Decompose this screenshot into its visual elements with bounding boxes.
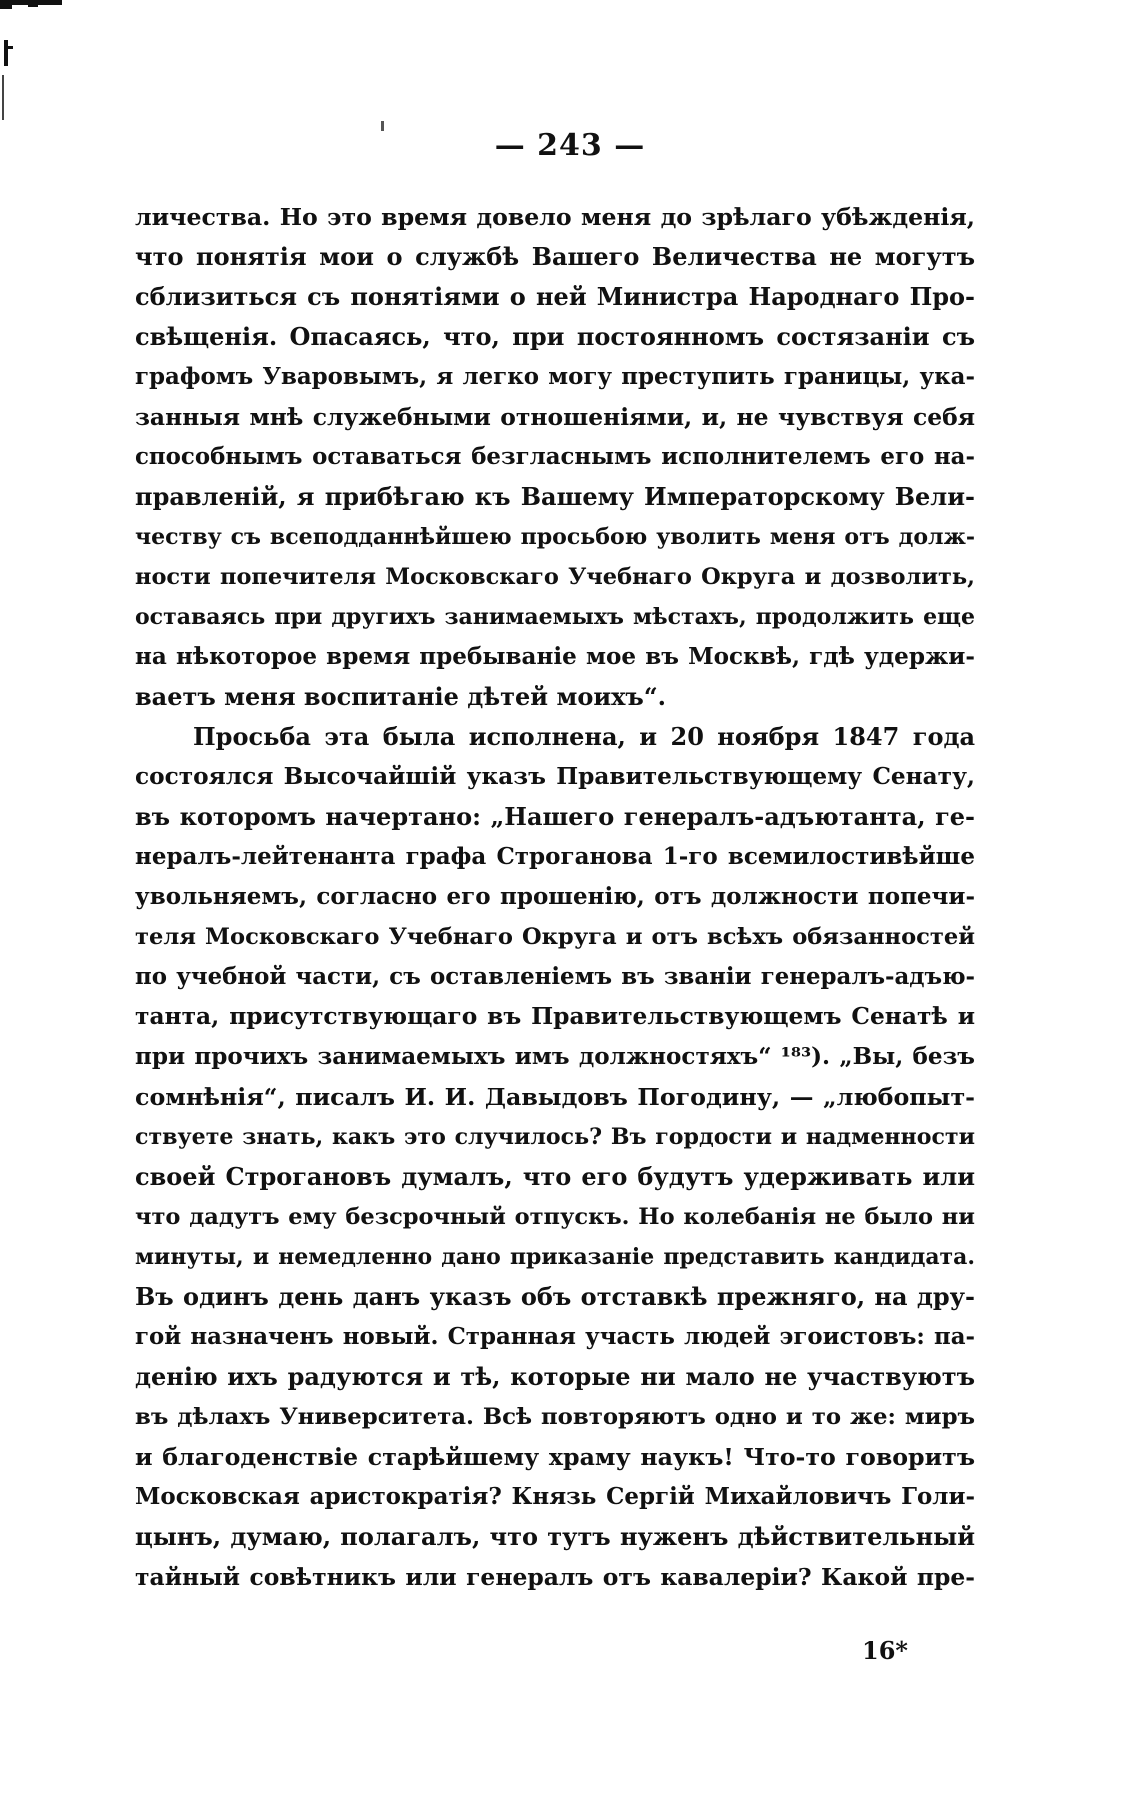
text-line: цынъ, думаю, полагалъ, что тутъ нуженъ дѣйствительный	[135, 1522, 975, 1551]
text-line: личества. Но это время довело меня до зрѣлаго убѣжденія,	[135, 203, 975, 231]
text-line: теля Московскаго Учебнаго Округа и отъ всѣхъ обязанностей	[135, 924, 975, 950]
text-line: что понятія мои о службѣ Вашего Величества не могутъ	[135, 242, 975, 271]
text-line: оставаясь при другихъ занимаемыхъ мѣстахъ, продолжить еще	[135, 604, 975, 630]
text-line: графомъ Уваровымъ, я легко могу преступить границы, ука-	[135, 364, 975, 390]
text-line: сблизиться съ понятіями о ней Министра Народнаго Про-	[135, 282, 975, 311]
text-line: тайный совѣтникъ или генералъ отъ кавалеріи? Какой пре-	[135, 1563, 975, 1591]
signature-mark: 16*	[862, 1636, 908, 1665]
text-line: увольняемъ, согласно его прошенію, отъ должности попечи-	[135, 883, 975, 910]
text-line: ности попечителя Московскаго Учебнаго Округа и дозволить,	[135, 564, 975, 590]
text-line: на нѣкоторое время пребываніе мое въ Москвѣ, гдѣ удержи-	[135, 643, 975, 670]
text-line: по учебной части, съ оставленіемъ въ званіи генералъ-адъю-	[135, 964, 975, 990]
text-line: правленій, я прибѣгаю къ Вашему Императорскому Вели-	[135, 482, 975, 511]
text-line: Московская аристократія? Князь Сергій Михайловичъ Голи-	[135, 1483, 975, 1510]
text-line: нералъ-лейтенанта графа Строганова 1-го всемилостивѣйше	[135, 843, 975, 870]
page-number: — 243 —	[494, 128, 646, 163]
text-line: ствуете знать, какъ это случилось? Въ гордости и надменности	[135, 1124, 975, 1150]
text-line: своей Строгановъ думалъ, что его будутъ удерживать или	[135, 1162, 975, 1191]
text-line: въ дѣлахъ Университета. Всѣ повторяютъ одно и то же: миръ	[135, 1404, 975, 1430]
body-text	[135, 197, 975, 1597]
text-line: способнымъ оставаться безгласнымъ исполнителемъ его на-	[135, 444, 975, 470]
text-line: гой назначенъ новый. Странная участь людей эгоистовъ: па-	[135, 1324, 975, 1350]
text-line: денію ихъ радуются и тѣ, которые ни мало не участвуютъ	[135, 1362, 975, 1391]
text-line: состоялся Высочайшій указъ Правительствующему Сенату,	[135, 763, 975, 790]
text-line: честву съ всеподданнѣйшею просьбою уволить меня отъ долж-	[135, 524, 975, 550]
text-line: свѣщенія. Опасаясь, что, при постоянномъ состязаніи съ	[135, 322, 975, 351]
text-line: минуты, и немедленно дано приказаніе представить кандидата.	[135, 1244, 975, 1270]
text-line: что дадутъ ему безсрочный отпускъ. Но колебанія не было ни	[135, 1204, 975, 1230]
text-line: занныя мнѣ служебными отношеніями, и, не чувствуя себя	[135, 403, 975, 431]
text-line: ваетъ меня воспитаніе дѣтей моихъ“.	[135, 682, 666, 711]
text-line: танта, присутствующаго въ Правительствующемъ Сенатѣ и	[135, 1003, 975, 1030]
paragraph-first-line: Просьба эта была исполнена, и 20 ноября 1847 года	[193, 722, 975, 751]
text-line: въ которомъ начертано: „Нашего генералъ-адъютанта, ге-	[135, 802, 975, 831]
text-line: Въ одинъ день данъ указъ объ отставкѣ прежняго, на дру-	[135, 1282, 975, 1311]
text-line: сомнѣнія“, писалъ И. И. Давыдовъ Погодину, — „любопыт-	[135, 1083, 975, 1111]
scan-corner-artifact	[0, 0, 75, 120]
text-line: и благоденствіе старѣйшему храму наукъ! Что-то говоритъ	[135, 1443, 975, 1471]
text-line: при прочихъ занимаемыхъ имъ должностяхъ“ ¹⁸³). „Вы, безъ	[135, 1043, 975, 1070]
